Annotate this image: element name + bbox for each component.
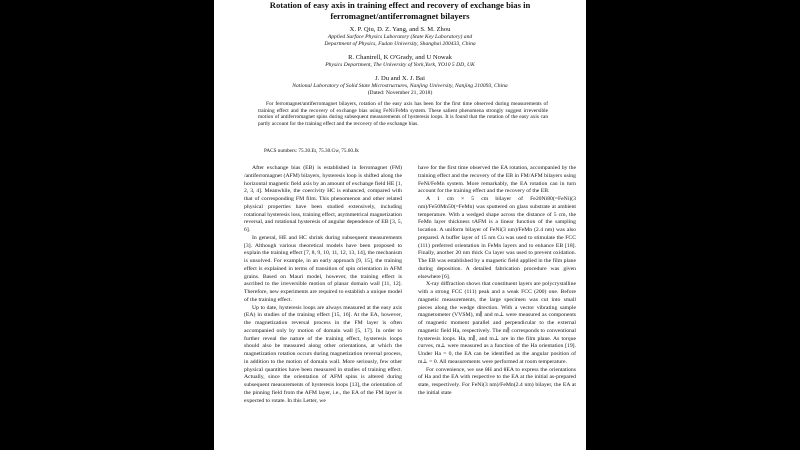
author-group-1 xyxy=(214,26,586,48)
paragraph: After exchange bias (EB) is established in ferromagnet (FM) /antiferromagnet (AFM) bilayers, hysteresis loop is shifted along the horizontal magnetic field axis by an amount of exchange field HE [1, 2, 3, 4]. Meanwhile, the coercivity HC is enhanced, compared with that of corresponding FM film. This phenomenon and other related physical properties have been studied extensively, including rotational hysteresis loss, training effect, asymmetrical magnetization reversal, and rotational hysteresis of angular dependence of EB [3, 5, 6]. xyxy=(244,165,402,233)
abstract: For ferromagnet/antiferromagnet bilayers, rotation of the easy axis has been for the first time observed during measurements of training effect and the recovery of exchange bias using FeNi/FeMn system. These salient phenomena strongly suggest irreversible motion of antiferromagnet spins during subsequent measurements of hysteresis loops. It is found that the rotation of the easy axis can partly account for the training effect and the recovery of the exchange bias. xyxy=(258,101,548,127)
body-column-right xyxy=(418,165,576,398)
author-names: J. Du and X. J. Bai xyxy=(375,75,425,82)
paragraph: Up to date, hysteresis loops are always measured at the easy axis (EA) in studies of the training effect [15, 16]. At the EA, however, the magnetization reversal process in the FM layer is often accompanied only by motion of domain wall [5, 17]. In order to further reveal the nature of the training effect, hysteresis loops should also be measured along other orientations, at which the magnetization rotation occurs during magnetization reversal process, in addition to the motion of domain wall. More seriously, few other physical quantities have been measured in studies of training effect. Actually, since the orientation of AFM spins is altered during subsequent measurements of hysteresis loops [13], the orientation of the pinning field from the AFM layer, i.e., the EA of the FM layer is expected to rotate. In this Letter, we xyxy=(244,304,402,404)
date-line: (Dated: November 21, 2018) xyxy=(367,90,433,97)
paragraph: X-ray diffraction shows that constituent layers are polycrystalline with a strong FCC (111) peak and a weak FCC (200) one. Before magnetic measurements, the large specimen was cut into small pieces along the wedge direction. With a vector vibrating sample magnetometer (VVSM), m∥ and m⊥ were measured as components of magnetic moment parallel and perpendicular to the external magnetic field Ha, respectively. The m∥ corresponds to conventional hysteresis loops. Ha, m∥, and m⊥ are in the film plane. As torque curves, m⊥ were measured as a function of the Ha orientation [19]. Under Ha = 0, the EA can be identified as the angular position of m⊥ = 0. All measurements were performed at room temperature. xyxy=(418,281,576,365)
title-line-2: ferromagnet/antiferromagnet bilayers xyxy=(330,10,470,21)
body-column-left xyxy=(244,165,402,405)
title-line-1: Rotation of easy axis in training effect and recovery of exchange bias in xyxy=(269,0,531,10)
paragraph: In general, HE and HC shrink during subsequent measurements [3]. Although various theoretical models have been proposed to explain the training effect [7, 8, 9, 10, 11, 12, 13, 14], the mechanism is unsolved. For example, in an early approach [9, 15], the training effect is explained in terms of transition of spin orientation in AFM grains. Based on Mauri model, however, the training effect is ascribed to the irreversible motion of planar domain wall [11, 12]. Therefore, new experiments are required to establish a unique model of the training effect. xyxy=(244,234,402,303)
pacs-numbers: PACS numbers: 75.30.Et, 75.30.Gw, 75.60.Jk xyxy=(264,148,359,154)
author-names: X. P. Qiu, D. Z. Yang, and S. M. Zhou xyxy=(349,26,451,33)
author-names: R. Chantrell, K O'Grady, and U Nowak xyxy=(348,54,452,61)
author-group-2 xyxy=(214,54,586,69)
affiliation: Applied Surface Physics Laboratory (State Key Laboratory) and xyxy=(327,34,473,41)
paper-title xyxy=(214,0,586,21)
affiliation: Physics Department, The University of York,York, YO10 5 DD, UK xyxy=(325,62,475,69)
author-group-3 xyxy=(214,75,586,97)
paragraph: have for the first time observed the EA rotation, accompanied by the training effect and the recovery of the EB in FM/AFM bilayers using FeNi/FeMn system. More remarkably, the EA rotation can in turn account for the training effect and the recovery of the EB. xyxy=(418,165,576,195)
paragraph: A 1 cm × 5 cm bilayer of Fe20Ni80(=FeNi)(3 nm)/Fe50Mn50(=FeMn) was sputtered on glass substrate at ambient temperature. With a wedged shape across the distance of 5 cm, the FeMn layer thickness tAFM is a linear function of the sampling location. A uniform bilayer of FeNi(3 nm)/FeMn (2.4 nm) was also prepared. A buffer layer of 15 nm Cu was used to stimulate the FCC (111) preferred orientation in FeMn layers and to enhance EB [18]. Finally, another 20 nm thick Cu layer was used to prevent oxidation. The EB was established by a magnetic field applied in the film plane during deposition. A detailed fabrication procedure was given elsewhere [6]. xyxy=(418,196,576,280)
affiliation: Department of Physics, Fudan University, Shanghai 200433, China xyxy=(324,41,476,48)
affiliation: National Laboratory of Solid State Microstructures, Nanjing University, Nanjing 210093, China xyxy=(292,83,508,90)
paragraph: For convenience, we use θH and θEA to express the orientations of Ha and the EA with respective to the EA at the initial as-prepared state, respectively. For FeNi(3 nm)/FeMn(2.4 nm) bilayer, the EA at the initial state xyxy=(418,366,576,396)
